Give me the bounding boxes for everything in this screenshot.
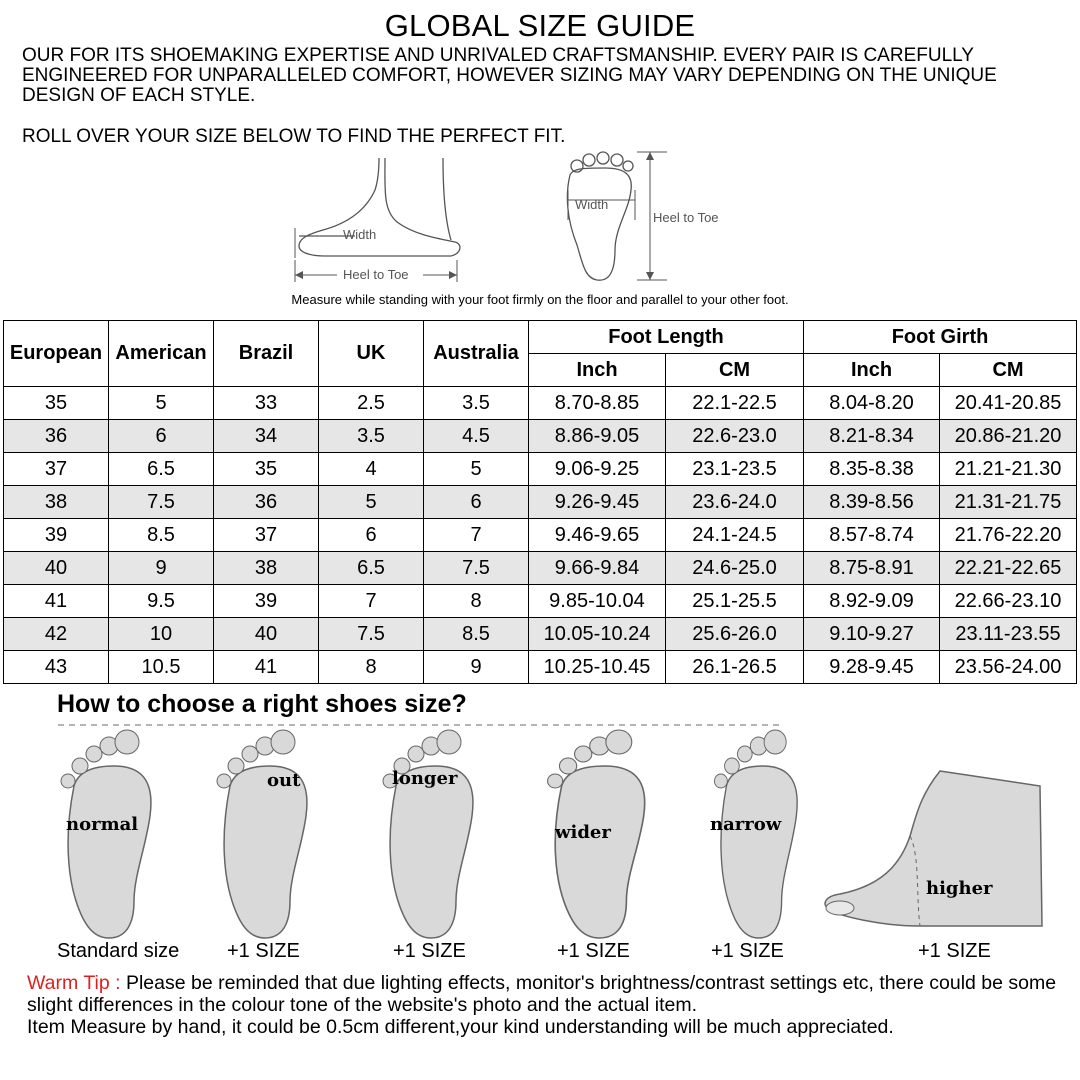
foot-word-out: out	[267, 770, 301, 791]
cell-australia: 8	[424, 585, 529, 618]
foot-word-higher: higher	[926, 878, 993, 899]
cell-european: 43	[4, 651, 109, 684]
cell-american: 9.5	[109, 585, 214, 618]
cell-length-inch: 10.25-10.45	[529, 651, 666, 684]
cell-girth-cm: 20.41-20.85	[940, 387, 1077, 420]
cell-american: 5	[109, 387, 214, 420]
cell-brazil: 33	[214, 387, 319, 420]
cell-girth-cm: 23.11-23.55	[940, 618, 1077, 651]
cell-brazil: 38	[214, 552, 319, 585]
cell-girth-inch: 8.39-8.56	[804, 486, 940, 519]
warm-tip-label: Warm Tip :	[27, 972, 121, 994]
table-row	[4, 387, 1077, 420]
foot-out-icon	[217, 730, 307, 938]
header-length-inch: Inch	[529, 354, 666, 387]
page-title: GLOBAL SIZE GUIDE	[384, 8, 696, 43]
header-uk: UK	[319, 321, 424, 387]
cell-european: 41	[4, 585, 109, 618]
cell-length-inch: 8.86-9.05	[529, 420, 666, 453]
cell-brazil: 34	[214, 420, 319, 453]
table-row	[4, 618, 1077, 651]
cell-australia: 8.5	[424, 618, 529, 651]
cell-uk: 6	[319, 519, 424, 552]
foot-word-longer: longer	[392, 768, 458, 789]
side-width-label: Width	[343, 227, 377, 242]
cell-length-inch: 8.70-8.85	[529, 387, 666, 420]
cell-american: 9	[109, 552, 214, 585]
cell-length-cm: 24.6-25.0	[666, 552, 804, 585]
cell-european: 36	[4, 420, 109, 453]
cell-length-cm: 23.1-23.5	[666, 453, 804, 486]
sole-foot-icon	[567, 152, 633, 280]
cell-girth-inch: 8.35-8.38	[804, 453, 940, 486]
cell-girth-cm: 21.76-22.20	[940, 519, 1077, 552]
cell-length-inch: 9.46-9.65	[529, 519, 666, 552]
side-heel-to-toe-label: Heel to Toe	[343, 267, 409, 282]
cell-brazil: 37	[214, 519, 319, 552]
table-row	[4, 585, 1077, 618]
warm-tip-text: Please be reminded that due lighting effects, monitor's brightness/contrast settings etc, there could be some slight differences in the colour tone of the website's photo and the actual item.	[27, 972, 1057, 1016]
cell-american: 7.5	[109, 486, 214, 519]
sole-width-label: Width	[575, 197, 609, 212]
size-label-out: +1 SIZE	[227, 940, 300, 962]
cell-girth-cm: 21.21-21.30	[940, 453, 1077, 486]
cell-european: 38	[4, 486, 109, 519]
cell-length-cm: 23.6-24.0	[666, 486, 804, 519]
size-label-higher: +1 SIZE	[918, 940, 991, 962]
foot-word-wider: wider	[555, 822, 611, 843]
measure-note: Measure while standing with your foot firmly on the floor and parallel to your other foot.	[291, 292, 789, 307]
size-label-wider: +1 SIZE	[557, 940, 630, 962]
cell-girth-cm: 20.86-21.20	[940, 420, 1077, 453]
roll-over-text: ROLL OVER YOUR SIZE BELOW TO FIND THE PERFECT FIT.	[22, 126, 566, 147]
cell-brazil: 39	[214, 585, 319, 618]
foot-word-normal: normal	[66, 814, 139, 835]
cell-length-inch: 9.06-9.25	[529, 453, 666, 486]
foot-higher-icon	[825, 771, 1042, 926]
warm-tip	[27, 972, 1077, 1038]
cell-uk: 7	[319, 585, 424, 618]
size-table	[3, 320, 1077, 684]
cell-girth-cm: 23.56-24.00	[940, 651, 1077, 684]
foot-longer-icon	[383, 730, 473, 938]
size-label-standard: Standard size	[57, 940, 180, 962]
header-length-cm: CM	[666, 354, 804, 387]
size-label-narrow: +1 SIZE	[711, 940, 784, 962]
cell-brazil: 36	[214, 486, 319, 519]
cell-brazil: 35	[214, 453, 319, 486]
cell-girth-inch: 8.21-8.34	[804, 420, 940, 453]
cell-girth-inch: 8.04-8.20	[804, 387, 940, 420]
cell-length-cm: 22.1-22.5	[666, 387, 804, 420]
warm-tip-line2: Item Measure by hand, it could be 0.5cm different,your kind understanding will be much appreciated.	[27, 1016, 894, 1038]
cell-uk: 2.5	[319, 387, 424, 420]
cell-australia: 5	[424, 453, 529, 486]
cell-uk: 4	[319, 453, 424, 486]
cell-australia: 7	[424, 519, 529, 552]
cell-length-inch: 9.26-9.45	[529, 486, 666, 519]
header-american: American	[109, 321, 214, 387]
cell-girth-cm: 21.31-21.75	[940, 486, 1077, 519]
table-row	[4, 486, 1077, 519]
cell-girth-cm: 22.21-22.65	[940, 552, 1077, 585]
table-row	[4, 453, 1077, 486]
cell-length-cm: 22.6-23.0	[666, 420, 804, 453]
cell-american: 6.5	[109, 453, 214, 486]
cell-australia: 6	[424, 486, 529, 519]
cell-girth-inch: 9.28-9.45	[804, 651, 940, 684]
howto-title: How to choose a right shoes size?	[57, 690, 467, 718]
side-foot-icon	[299, 158, 460, 256]
cell-australia: 4.5	[424, 420, 529, 453]
cell-american: 10	[109, 618, 214, 651]
cell-length-inch: 9.85-10.04	[529, 585, 666, 618]
cell-australia: 3.5	[424, 387, 529, 420]
table-row	[4, 651, 1077, 684]
table-row	[4, 519, 1077, 552]
cell-australia: 7.5	[424, 552, 529, 585]
header-australia: Australia	[424, 321, 529, 387]
cell-european: 40	[4, 552, 109, 585]
foot-word-narrow: narrow	[710, 814, 782, 835]
size-label-longer: +1 SIZE	[393, 940, 466, 962]
cell-uk: 3.5	[319, 420, 424, 453]
cell-european: 37	[4, 453, 109, 486]
header-girth-cm: CM	[940, 354, 1077, 387]
cell-uk: 7.5	[319, 618, 424, 651]
cell-australia: 9	[424, 651, 529, 684]
cell-girth-inch: 9.10-9.27	[804, 618, 940, 651]
cell-girth-inch: 8.57-8.74	[804, 519, 940, 552]
intro-text: OUR FOR ITS SHOEMAKING EXPERTISE AND UNRIVALED CRAFTSMANSHIP. EVERY PAIR IS CAREFULLY ENGINEERED FOR UNPARALLELED COMFORT, HOWEVER SIZING MAY VARY DEPENDING ON THE UNIQUE DESIGN OF EACH STYLE.	[22, 45, 997, 106]
cell-american: 8.5	[109, 519, 214, 552]
cell-uk: 5	[319, 486, 424, 519]
cell-length-cm: 24.1-24.5	[666, 519, 804, 552]
cell-uk: 6.5	[319, 552, 424, 585]
cell-brazil: 40	[214, 618, 319, 651]
table-row	[4, 552, 1077, 585]
cell-brazil: 41	[214, 651, 319, 684]
cell-european: 35	[4, 387, 109, 420]
cell-length-cm: 25.6-26.0	[666, 618, 804, 651]
cell-length-cm: 25.1-25.5	[666, 585, 804, 618]
cell-girth-inch: 8.75-8.91	[804, 552, 940, 585]
cell-uk: 8	[319, 651, 424, 684]
cell-european: 42	[4, 618, 109, 651]
cell-length-inch: 10.05-10.24	[529, 618, 666, 651]
cell-girth-inch: 8.92-9.09	[804, 585, 940, 618]
measure-diagram	[285, 150, 765, 290]
header-girth-inch: Inch	[804, 354, 940, 387]
cell-girth-cm: 22.66-23.10	[940, 585, 1077, 618]
header-european: European	[4, 321, 109, 387]
header-foot-girth: Foot Girth	[804, 321, 1077, 354]
header-brazil: Brazil	[214, 321, 319, 387]
cell-length-cm: 26.1-26.5	[666, 651, 804, 684]
cell-american: 6	[109, 420, 214, 453]
header-foot-length: Foot Length	[529, 321, 804, 354]
cell-european: 39	[4, 519, 109, 552]
sole-heel-to-toe-label: Heel to Toe	[653, 210, 719, 225]
cell-length-inch: 9.66-9.84	[529, 552, 666, 585]
foot-illustrations	[40, 726, 1060, 942]
table-row	[4, 420, 1077, 453]
cell-american: 10.5	[109, 651, 214, 684]
